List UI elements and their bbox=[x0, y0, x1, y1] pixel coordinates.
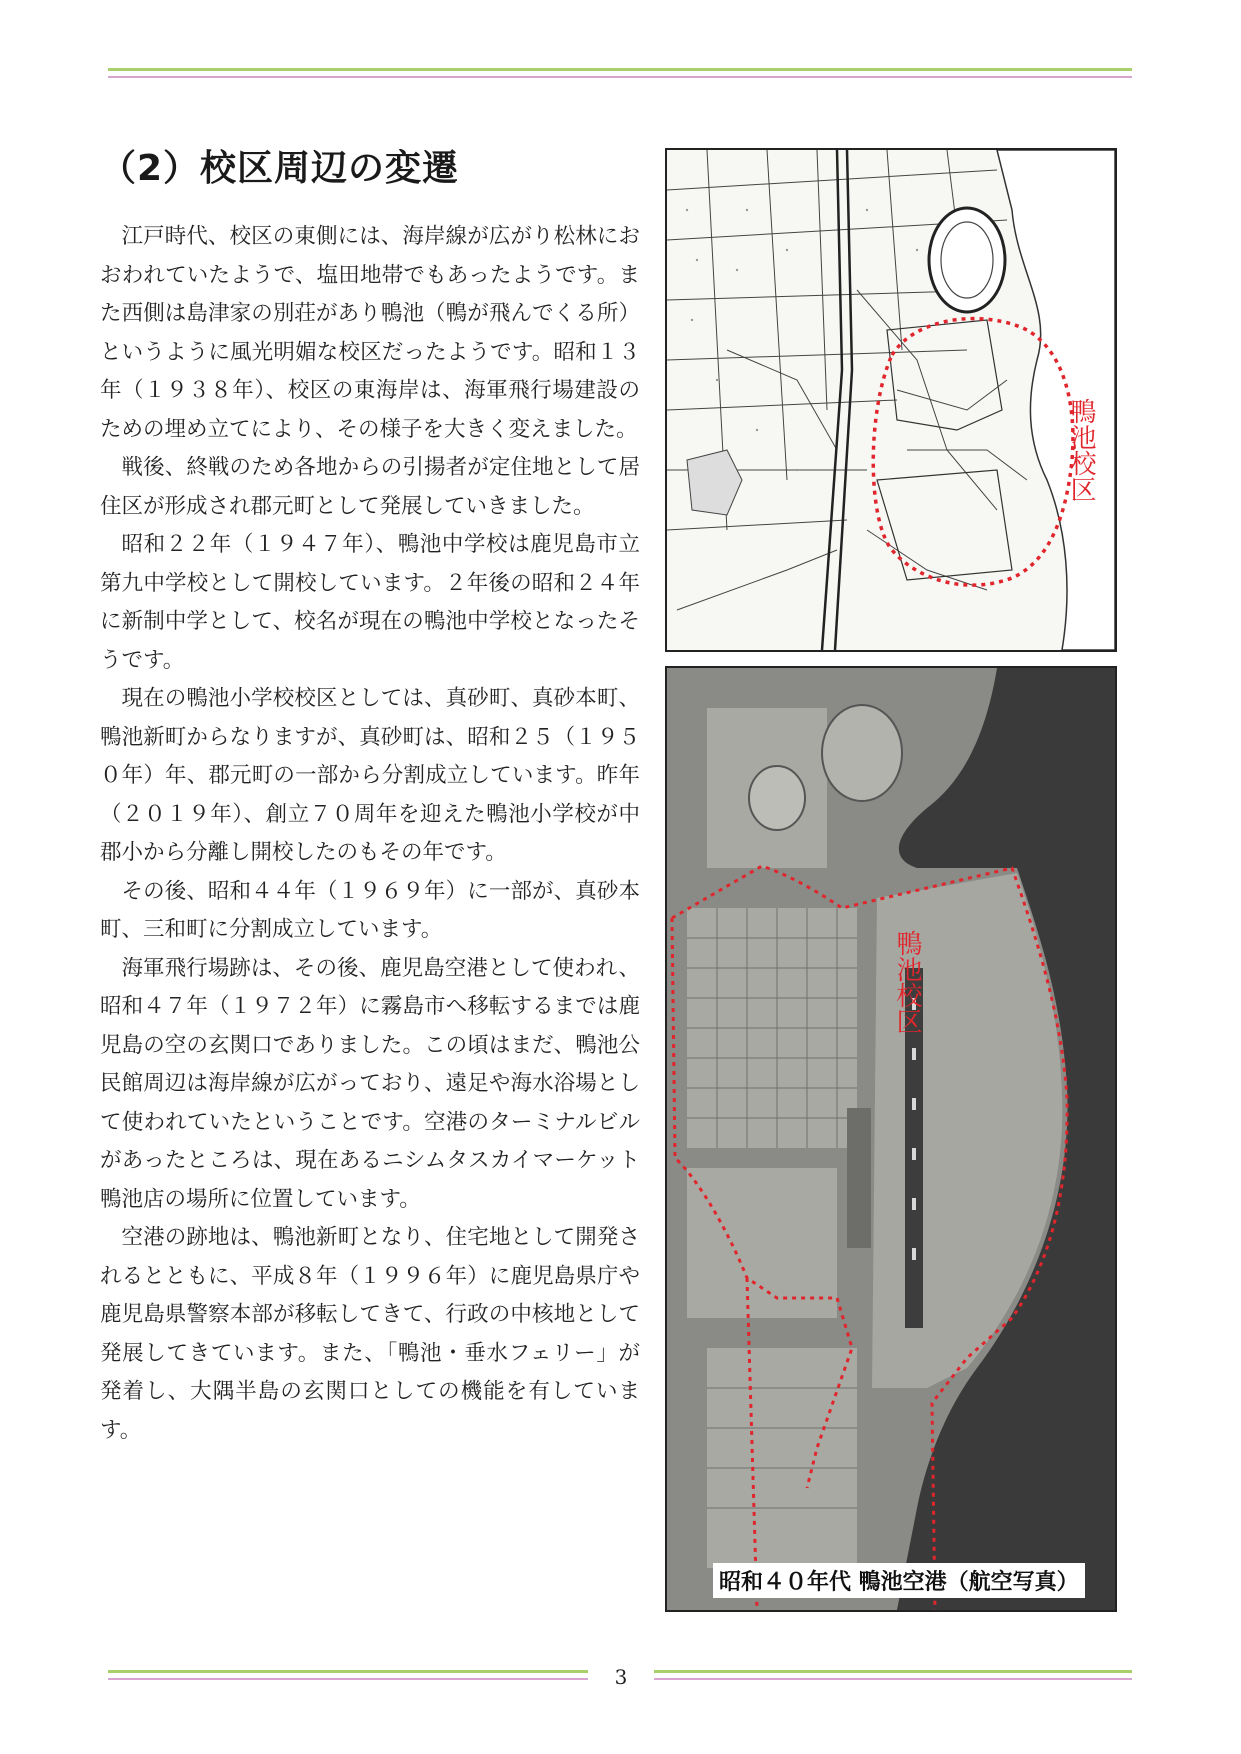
bottom-rule-pink-left bbox=[108, 1678, 588, 1680]
bottom-rule-green-right bbox=[654, 1670, 1132, 1673]
old-map-figure bbox=[665, 148, 1117, 652]
photo-caption: 昭和４０年代 鴨池空港（航空写真） bbox=[713, 1563, 1085, 1598]
bottom-rule-pink-right bbox=[654, 1678, 1132, 1680]
body-text bbox=[100, 218, 640, 1450]
section-title: （2）校区周辺の変遷 bbox=[100, 148, 460, 189]
aerial-photo-figure bbox=[665, 666, 1117, 1612]
top-rule-green bbox=[108, 68, 1132, 71]
paragraph: その後、昭和４４年（１９６９年）に一部が、真砂本町、三和町に分割成立しています。 bbox=[100, 878, 640, 942]
aerial-photo-drawing bbox=[667, 668, 1115, 1610]
page-number: 3 bbox=[614, 1665, 628, 1689]
paragraph: 江戸時代、校区の東側には、海岸線が広がり松林におおわれていたようで、塩田地帯でもあったようです。また西側は島津家の別荘があり鴨池（鴨が飛んでくる所）というように風光明媚な校区だったようです。昭和１３年（１９３８年）、校区の東海岸は、海軍飛行場建設のための埋め立てにより、その様子を大きく変えました。 bbox=[100, 224, 640, 442]
map-district-label: 鴨池校区 bbox=[1066, 398, 1096, 502]
old-map-drawing bbox=[667, 150, 1115, 650]
photo-district-label: 鴨池校区 bbox=[892, 930, 922, 1034]
paragraph: 海軍飛行場跡は、その後、鹿児島空港として使われ、昭和４７年（１９７２年）に霧島市へ移転するまでは鹿児島の空の玄関口でありました。この頃はまだ、鴨池公民館周辺は海岸線が広がっており、遠足や海水浴場として使われていたということです。空港のターミナルビルがあったところは、現在あるニシムタスカイマーケット鴨池店の場所に位置しています。 bbox=[100, 955, 640, 1212]
top-rule-pink bbox=[108, 76, 1132, 78]
bottom-rule-green-left bbox=[108, 1670, 588, 1673]
paragraph: 戦後、終戦のため各地からの引揚者が定住地として居住区が形成され郡元町として発展していきました。 bbox=[100, 455, 640, 519]
paragraph: 空港の跡地は、鴨池新町となり、住宅地として開発されるとともに、平成８年（１９９６年）に鹿児島県庁や鹿児島県警察本部が移転してきて、行政の中核地として発展してきています。また、「鴨池・垂水フェリー」が発着し、大隅半島の玄関口としての機能を有しています。 bbox=[100, 1225, 640, 1443]
paragraph: 現在の鴨池小学校校区としては、真砂町、真砂本町、鴨池新町からなりますが、真砂町は、昭和２５（１９５０年）年、郡元町の一部から分割成立しています。昨年（２０１９年）、創立７０周年を迎えた鴨池小学校が中郡小から分離し開校したのもその年です。 bbox=[100, 686, 640, 865]
paragraph: 昭和２２年（１９４７年）、鴨池中学校は鹿児島市立第九中学校として開校しています。２年後の昭和２４年に新制中学として、校名が現在の鴨池中学校となったそうです。 bbox=[100, 532, 640, 673]
